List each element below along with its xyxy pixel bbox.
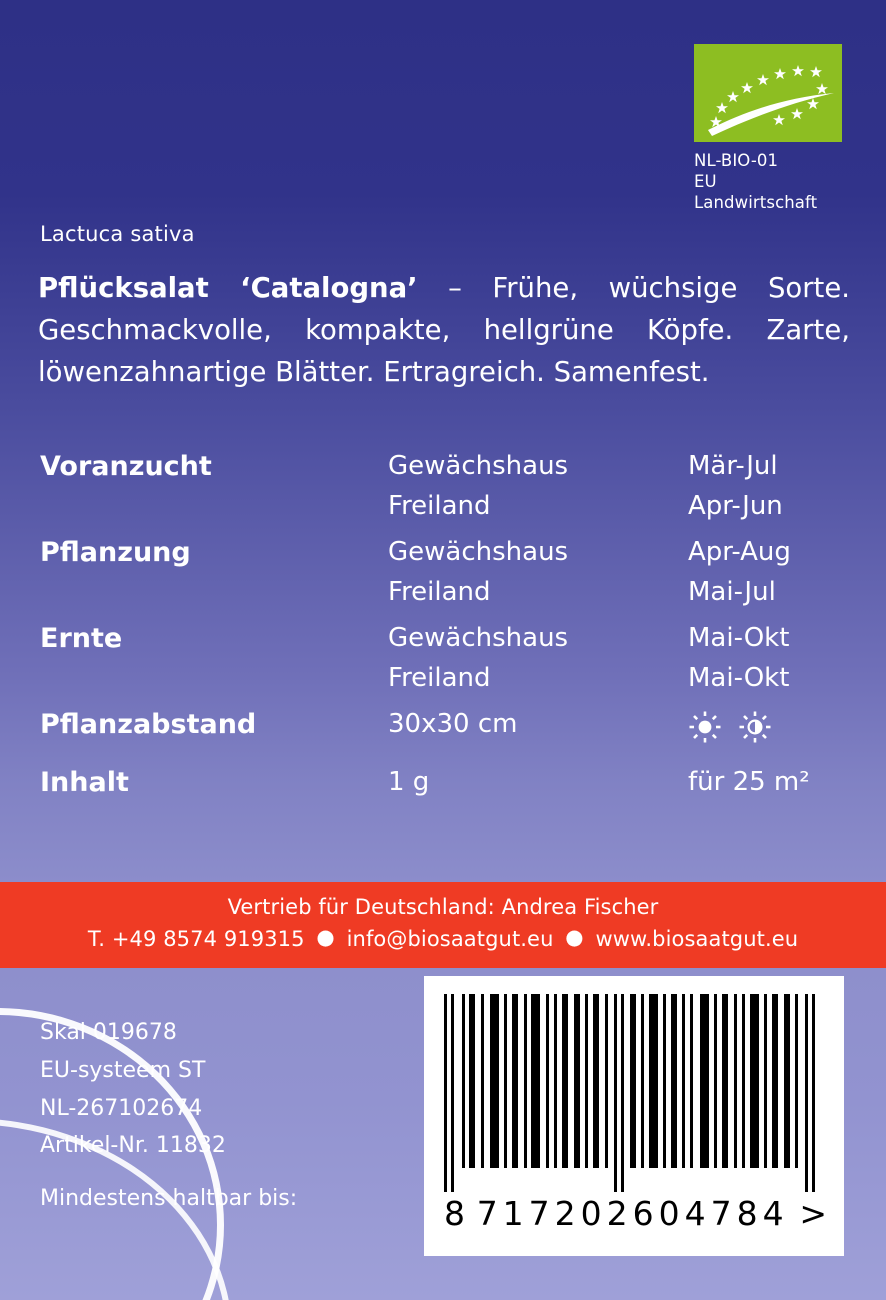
row-times [688,618,840,698]
row-times [688,532,840,612]
separator-dot: ● [565,924,584,949]
row-places [388,446,688,526]
separator-dot: ● [316,924,335,949]
culture-table [40,446,840,810]
place-2: Freiland [388,577,491,608]
half-sun-icon [738,710,772,756]
row-label: Pflanzabstand [40,709,257,741]
row-places [388,618,688,698]
table-row [40,704,840,756]
time-1: Apr-Aug [688,537,791,568]
registration-codes [40,1014,226,1165]
table-row [40,446,840,526]
code-line: Skal 019678 [40,1020,177,1045]
code-line: EU-systeem ST [40,1057,206,1083]
email-address[interactable]: info@biosaatgut.eu [346,926,554,951]
certification-block [694,44,842,213]
row-value: 30x30 cm [388,709,518,740]
barcode [424,976,844,1256]
distributor-line: Vertrieb für Deutschland: Andrea Fischer [227,895,659,919]
time-2: Apr-Jun [688,491,783,522]
product-description [38,268,850,393]
barcode-bars [438,994,830,1192]
barcode-main-digits: 717202604784 [476,1194,789,1233]
place-2: Freiland [388,663,491,694]
website-url[interactable]: www.biosaatgut.eu [595,926,799,951]
place-1: Gewächshaus [388,451,569,481]
certification-caption [694,150,842,213]
row-label: Ernte [40,623,123,655]
sun-requirement [688,704,840,756]
bio-code: NL-BIO-01 [694,151,779,170]
row-value: 1 g [388,767,430,798]
contact-line [0,924,886,956]
distributor-bar [0,882,886,968]
description-text: – Frühe, wüchsige Sorte. Geschmackvolle, kompakte, hellgrüne Köpfe. Zarte, löwenzahnartige Blätter. Ertragreich. Samenfest. [38,272,850,388]
bio-origin: EU Landwirtschaft [694,172,818,213]
barcode-digits [438,1192,830,1233]
place-2: Freiland [388,491,491,522]
best-before-label: Mindestens haltbar bis: [40,1186,298,1211]
row-label: Pflanzung [40,537,191,569]
barcode-lead-digit: 8 [444,1194,466,1233]
product-title: Pflücksalat ‘Catalogna’ [38,272,418,304]
code-line: NL-267102674 [40,1095,203,1121]
lower-panel [0,968,886,1300]
place-1: Gewächshaus [388,537,569,568]
barcode-trailing-mark: > [799,1194,828,1233]
table-row [40,762,840,804]
time-1: Mär-Jul [688,451,778,481]
eu-organic-leaf-icon [694,44,842,142]
full-sun-icon [688,710,722,756]
table-row [40,532,840,612]
code-line: Artikel-Nr. 11832 [40,1133,226,1159]
time-2: Mai-Jul [688,577,776,608]
row-label: Inhalt [40,767,129,799]
time-1: Mai-Okt [688,623,790,654]
phone-number: T. +49 8574 919315 [87,926,305,951]
time-2: Mai-Okt [688,663,790,694]
latin-name: Lactuca sativa [40,222,195,246]
place-1: Gewächshaus [388,623,569,654]
row-label: Voranzucht [40,451,212,482]
row-coverage: für 25 m² [688,767,810,798]
row-places [388,532,688,612]
row-times [688,446,840,526]
table-row [40,618,840,698]
